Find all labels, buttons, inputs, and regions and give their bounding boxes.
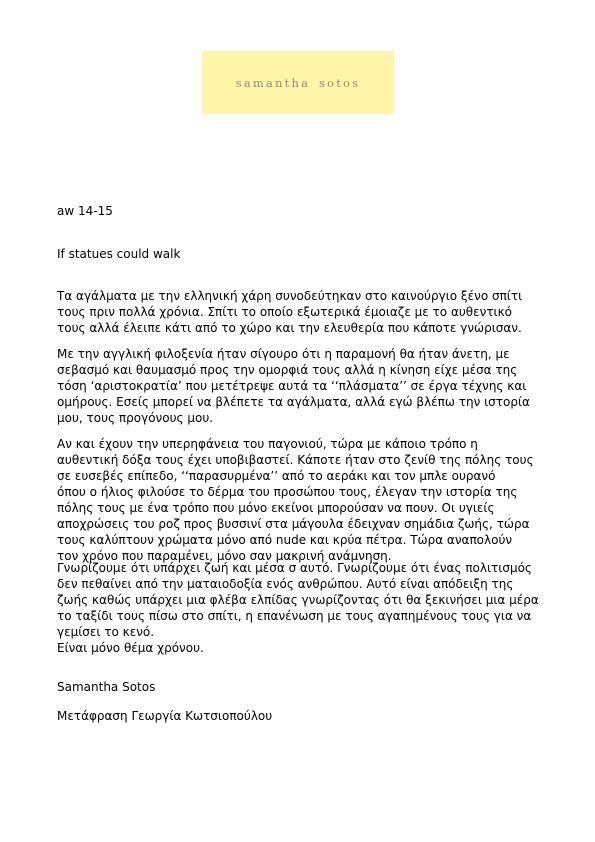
text-line: σε ευσεβές επίπεδο, ‘‘παρασυρμένα’’ από το αεράκι και τον μπλε ουρανό xyxy=(57,469,496,483)
text-line: τόση ‘αριστοκρατία’ που μετέτρεψε αυτά τα ‘‘πλάσματα’’ σε έργα τέχνης και xyxy=(57,379,527,393)
logo-text: samantha sotos xyxy=(235,75,361,90)
logo xyxy=(202,51,394,114)
text-line: τους καλύπτουν χρώματα μόνο από nude και κρύα πέτρα. Τώρα αναπολούν xyxy=(57,533,513,547)
author-signature: Samantha Sotos xyxy=(57,680,156,694)
paragraph-3 xyxy=(57,436,557,564)
text-line: όπου ο ήλιος φιλούσε το δέρμα του προσώπου τους, έλεγαν την ιστορία της xyxy=(57,485,518,499)
text-line: μου, τους προγόνους μου. xyxy=(57,411,214,425)
paragraph-1 xyxy=(57,288,557,336)
text-line: ζωής καθώς υπάρχει μια φλέβα ελπίδας γνωρίζοντας ότι θα ξεκινήσει μια μέρα xyxy=(57,593,539,607)
text-line: Γνωρίζουμε ότι υπάρχει ζωή και μέσα σ αυτό. Γνωρίζουμε ότι ένας πολιτισμός xyxy=(57,561,532,575)
paragraph-4 xyxy=(57,560,557,656)
text-line: Τα αγάλματα με την ελληνική χάρη συνοδεύτηκαν στο καινούργιο ξένο σπίτι xyxy=(57,289,523,303)
text-line: τον χρόνο που παραμένει, μόνο σαν μακρινή ανάμνηση. xyxy=(57,549,392,563)
text-line: αυθεντική δόξα τους έχει υποβιβαστεί. Κάποτε ήταν στο ζενίθ της πόλης τους xyxy=(57,453,534,467)
text-line: ομήρους. Εσείς μπορεί να βλέπετε τα αγάλματα, αλλά εγώ βλέπω την ιστορία xyxy=(57,395,530,409)
text-line: τους αλλά έλειπε κάτι από το χώρο και την ελευθερία που κάποτε γνώρισαν. xyxy=(57,321,522,335)
text-line: το ταξίδι τους πίσω στο σπίτι, η επανένωση με τους αγαπημένους τους για να xyxy=(57,609,532,623)
text-line: γεμίσει το κενό. xyxy=(57,625,155,639)
document-title: If statues could walk xyxy=(57,247,181,261)
text-line: δεν πεθαίνει από την ματαιοδοξία ενός ανθρώπου. Αυτό είναι απόδειξη της xyxy=(57,577,514,591)
text-line: τους πριν πολλά χρόνια. Σπίτι το οποίο εξωτερικά έμοιαζε με το αυθεντικό xyxy=(57,305,513,319)
text-line: Αν και έχουν την υπερηφάνεια του παγονιού, τώρα με κάποιο τρόπο η xyxy=(57,437,478,451)
paragraph-2 xyxy=(57,346,557,426)
text-line: Είναι μόνο θέμα χρόνου. xyxy=(57,641,204,655)
text-line: αποχρώσεις του ροζ προς βυσσινί στα μάγουλα έδειχναν σημάδια ζωής, τώρα xyxy=(57,517,530,531)
season-label: aw 14-15 xyxy=(57,204,113,218)
text-line: Με την αγγλική φιλοξενία ήταν σίγουρο ότι η παραμονή θα ήταν άνετη, με xyxy=(57,347,510,361)
text-line: σεβασμό και θαυμασμό προς την ομορφιά τους αλλά η κίνηση είχε μέσα της xyxy=(57,363,518,377)
text-line: πόλης τους με ένα τρόπο που μόνο εκείνοι μπορούσαν να πουν. Οι υγιείς xyxy=(57,501,495,515)
translation-credit: Μετάφραση Γεωργία Κωτσιοπούλου xyxy=(57,709,273,723)
